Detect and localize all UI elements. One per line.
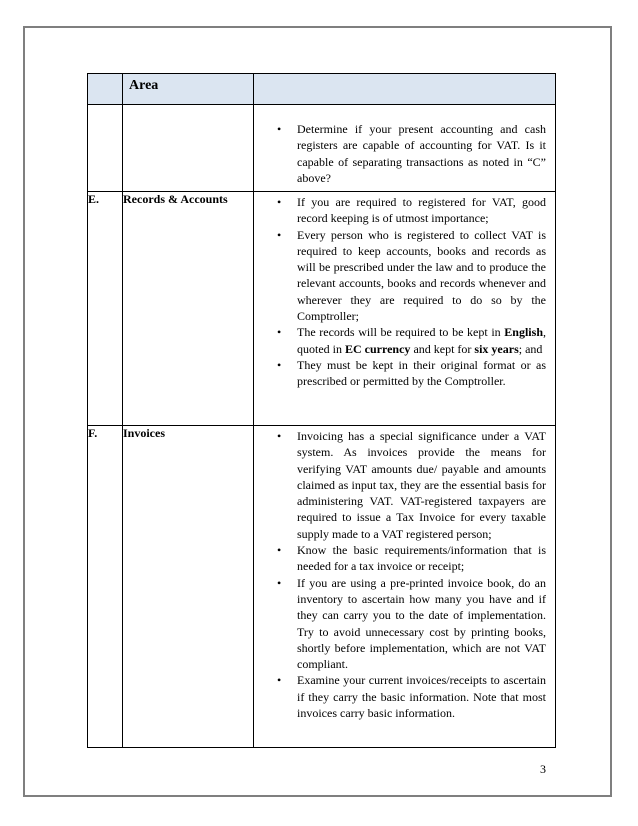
continued-bullet-list: [254, 105, 555, 186]
list-item: • The records will be required to be kept in English, quoted in EC currency and kept for six years; and: [297, 324, 546, 357]
section-e-details: [254, 192, 556, 426]
list-item: • Determine if your present accounting and cash registers are capable of accounting for VAT. Is it capable of separating transactions as noted in “C” above?: [297, 121, 546, 186]
list-item: • Examine your current invoices/receipts to ascertain if they carry the basic information. Note that most invoices carry basic information.: [297, 672, 546, 721]
section-e-title: Records & Accounts: [123, 192, 254, 426]
continued-area-cell: [123, 105, 254, 192]
section-e-code: E.: [88, 192, 123, 426]
section-f-bullet-list: [254, 426, 555, 721]
header-area-cell: Area: [123, 74, 254, 105]
page-number: 3: [540, 762, 546, 776]
continued-details-cell: [254, 105, 556, 192]
list-item: • Know the basic requirements/information that is needed for a tax invoice or receipt;: [297, 542, 546, 575]
list-item: • If you are required to registered for VAT, good record keeping is of utmost importance;: [297, 194, 546, 227]
header-code-cell: [88, 74, 123, 105]
vat-readiness-table: [87, 73, 556, 748]
list-item: • Every person who is registered to collect VAT is required to keep accounts, books and records as will be prescribed under the law and to produce the relevant accounts, books and records whenever and wherever they are required to do so by the Comptroller;: [297, 227, 546, 325]
section-f-title: Invoices: [123, 426, 254, 748]
header-details-cell: [254, 74, 556, 105]
section-f-row: [88, 426, 556, 748]
list-item: • They must be kept in their original format or as prescribed or permitted by the Comptroller.: [297, 357, 546, 390]
continued-row: [88, 105, 556, 192]
section-f-code: F.: [88, 426, 123, 748]
continued-code-cell: [88, 105, 123, 192]
list-item: • Invoicing has a special significance under a VAT system. As invoices provide the means for verifying VAT amounts due/ payable and amounts claimed as input tax, they are the essential basis for administering VAT. VAT-registered taxpayers are required to issue a Tax Invoice for every taxable supply made to a VAT registered person;: [297, 428, 546, 542]
section-e-row: [88, 192, 556, 426]
table-header-row: [88, 74, 556, 105]
list-item: • If you are using a pre-printed invoice book, do an inventory to ascertain how many you have and if they can carry you to the date of implementation. Try to avoid unnecessary cost by printing books, shortly before implementation, which are not VAT compliant.: [297, 575, 546, 673]
section-e-bullet-list: [254, 192, 555, 390]
section-f-details: [254, 426, 556, 748]
